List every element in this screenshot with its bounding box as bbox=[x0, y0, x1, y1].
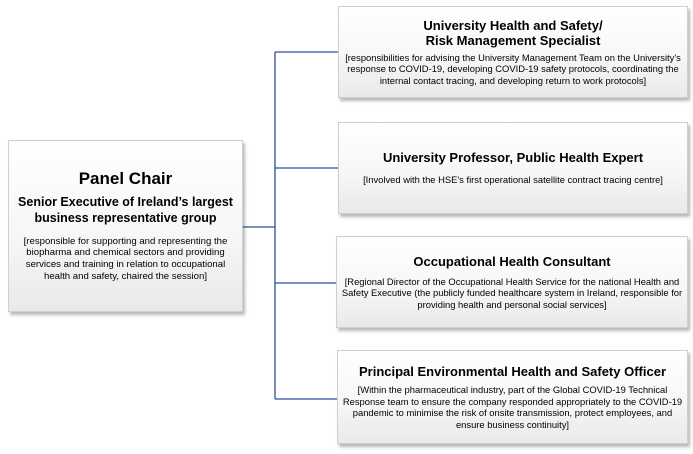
member-4-title: Principal Environmental Health and Safety Officer bbox=[358, 363, 667, 379]
member-2-title: University Professor, Public Health Expert bbox=[382, 150, 644, 166]
member-box-2 bbox=[338, 122, 688, 214]
member-box-3 bbox=[336, 236, 688, 328]
member-box-1 bbox=[338, 6, 688, 98]
panel-chair-subtitle: Senior Executive of Ireland’s largest business representative group bbox=[18, 195, 233, 226]
member-2-description: [Involved with the HSE's first operational satellite contract tracing centre] bbox=[363, 174, 663, 186]
member-box-4 bbox=[337, 350, 688, 444]
member-3-description: [Regional Director of the Occupational Health Service for the national Health and Safety Executive (the publicly funded healthcare system in Ireland, responsible for providing health and personal social services] bbox=[341, 275, 683, 310]
panel-chair-title: Panel Chair bbox=[78, 169, 173, 189]
member-1-title-line2: Risk Management Specialist bbox=[425, 33, 601, 49]
panel-chair-description: [responsible for supporting and representing the biopharma and chemical sectors and providing services and training in relation to occupational health and safety, chaired the session] bbox=[23, 235, 228, 282]
member-1-description: [responsibilities for advising the University Management Team on the University's response to COVID-19, developing COVID-19 safety protocols, coordinating the internal contact tracing, and developing return to work protocols] bbox=[345, 51, 681, 86]
member-3-title: Occupational Health Consultant bbox=[413, 254, 611, 269]
member-1-title bbox=[342, 18, 684, 49]
member-1-title-line1: University Health and Safety/ bbox=[423, 17, 603, 33]
panel-chair-box bbox=[8, 140, 243, 312]
member-4-description: [Within the pharmaceutical industry, part of the Global COVID-19 Technical Response team to ensure the company responded appropriately to the COVID-19 pandemic to minimise the risk of onsite transmission, protect employees, and ensure business continuity] bbox=[342, 384, 683, 430]
